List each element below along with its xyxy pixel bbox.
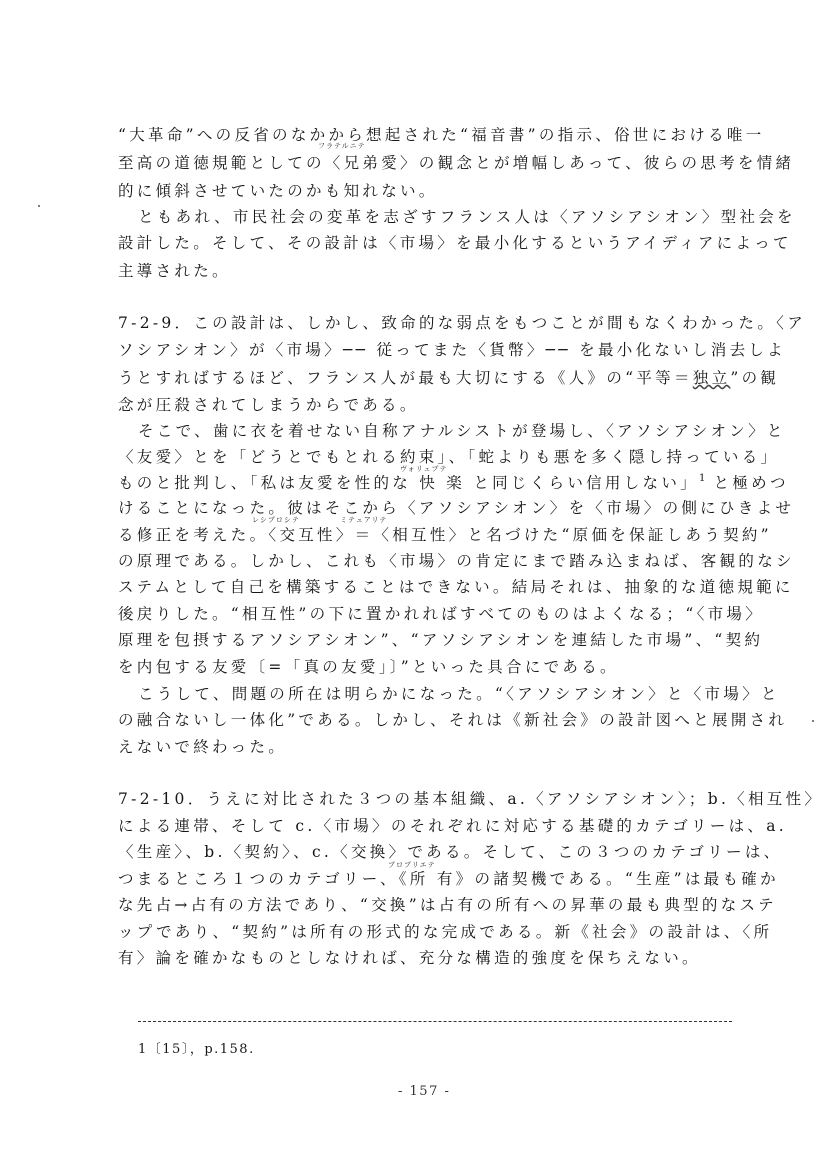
text-line: 設計した。そして、その設計は〈市場〉を最小化するというアイディアによって: [118, 234, 792, 252]
section-heading-line: 7-2-10．うえに対比された３つの基本組織、a.〈アソシアシオン〉；b.〈相互性〉: [118, 790, 824, 808]
text-line: そこで、歯に衣を着せない自称アナルシストが登場し、〈アソシアシオン〉と: [138, 422, 786, 440]
scan-speck: [812, 720, 814, 722]
text-line: うとすればするほど、フランス人が最も大切にする《人》の“平等＝独立”の観: [118, 369, 780, 387]
text-line: 原理を包摂するアソシアシオン”、“アソシアシオンを連結した市場”、“契約: [118, 631, 764, 649]
ruby-annotation: プロプリエテ: [388, 861, 436, 869]
text-line: の原理である。しかし、これも〈市場〉の肯定にまで踏み込まねば、客観的なシ: [118, 552, 795, 570]
footnote-separator: [138, 1021, 732, 1022]
text-line: の融合ないし一体化”である。しかし、それは《新社会》の設計図へと展開され: [118, 711, 788, 729]
text-line: ものと批判し、「私は友愛を性的な 快 楽 と同じくらい信用しない」$^1$ と極めつ: [118, 473, 789, 492]
text-line: を内包する友愛〔=「真の友愛」〕”といった具合にである。: [118, 658, 619, 676]
text-line: 的に傾斜させていたのかも知れない。: [118, 182, 438, 200]
ruby-annotation: ミテュアリテ: [340, 516, 388, 524]
text-line: 至高の道徳規範としての〈兄弟愛〉の観念とが増幅しあって、彼らの思考を情緒: [118, 154, 795, 172]
text-line: 有〉論を確かなものとしなければ、充分な構造的強度を保ちえない。: [118, 949, 701, 967]
ruby-annotation: ヴォリュプテ: [400, 465, 448, 473]
text-line: ップであり、“契約”は所有の形式的な完成である。新《社会》の設計は、〈所: [118, 923, 773, 941]
text-line: “大革命”への反省のなかから想起された“福音書”の指示、俗世における唯一: [118, 126, 765, 144]
text-line: つまるところ１つのカテゴリー、《所 有》の諸契機である。“生産”は最も確か: [118, 870, 779, 888]
text-line: えないで終わった。: [118, 738, 288, 756]
scan-speck: [38, 205, 40, 207]
text-line: 〈生産〉、b.〈契約〉、c.〈交換〉である。そして、この３つのカテゴリーは、: [118, 843, 783, 861]
text-line: ステムとして自己を構築することはできない。結局それは、抽象的な道徳規範に: [118, 578, 794, 596]
page-number: - 157 -: [398, 1084, 451, 1099]
text-line: 〈友愛〉とを「どうとでもとれる約束」、「蛇よりも悪を多く隠し持っている」: [118, 448, 780, 466]
text-line: な先占→占有の方法であり、“交換”は占有の所有への昇華の最も典型的なステ: [118, 896, 777, 914]
text-line: 後戻りした。“相互性”の下に置かれればすべてのものはよくなる；“〈市場〉: [118, 605, 765, 623]
footnote-marker: 1: [698, 473, 706, 484]
text-line: 念が圧殺されてしまうからである。: [118, 396, 419, 414]
emphasis-wavy: 独立: [692, 369, 731, 387]
section-heading-line: 7-2-9．この設計は、しかし、致命的な弱点をもつことが間もなくわかった。〈ア: [118, 314, 807, 332]
text-line: けることになった。彼はそこから〈アソシアシオン〉を〈市場〉の側にひきよせ: [118, 499, 795, 517]
text-line: る修正を考えた。〈交互性〉＝〈相互性〉と名づけた“原価を保証しあう契約”: [118, 526, 772, 544]
text-line: ソシアシオン〉が〈市場〉── 従ってまた〈貨幣〉── を最小化ないし消去しよ: [118, 341, 786, 359]
text-line: 主導された。: [118, 262, 231, 280]
text-line: ともあれ、市民社会の変革を志ざすフランス人は〈アソシアシオン〉型社会を: [138, 208, 796, 226]
ruby-annotation: レシプロシテ: [252, 516, 300, 524]
text-line: こうして、問題の所在は明らかになった。“〈アソシアシオン〉と〈市場〉と: [138, 685, 780, 703]
text-line: による連帯、そして c.〈市場〉のそれぞれに対応する基礎的カテゴリーは、a.: [118, 817, 787, 835]
footnote-text: 1〔15〕，p.158.: [138, 1042, 255, 1057]
ruby-annotation: フラテルニテ: [318, 142, 366, 150]
